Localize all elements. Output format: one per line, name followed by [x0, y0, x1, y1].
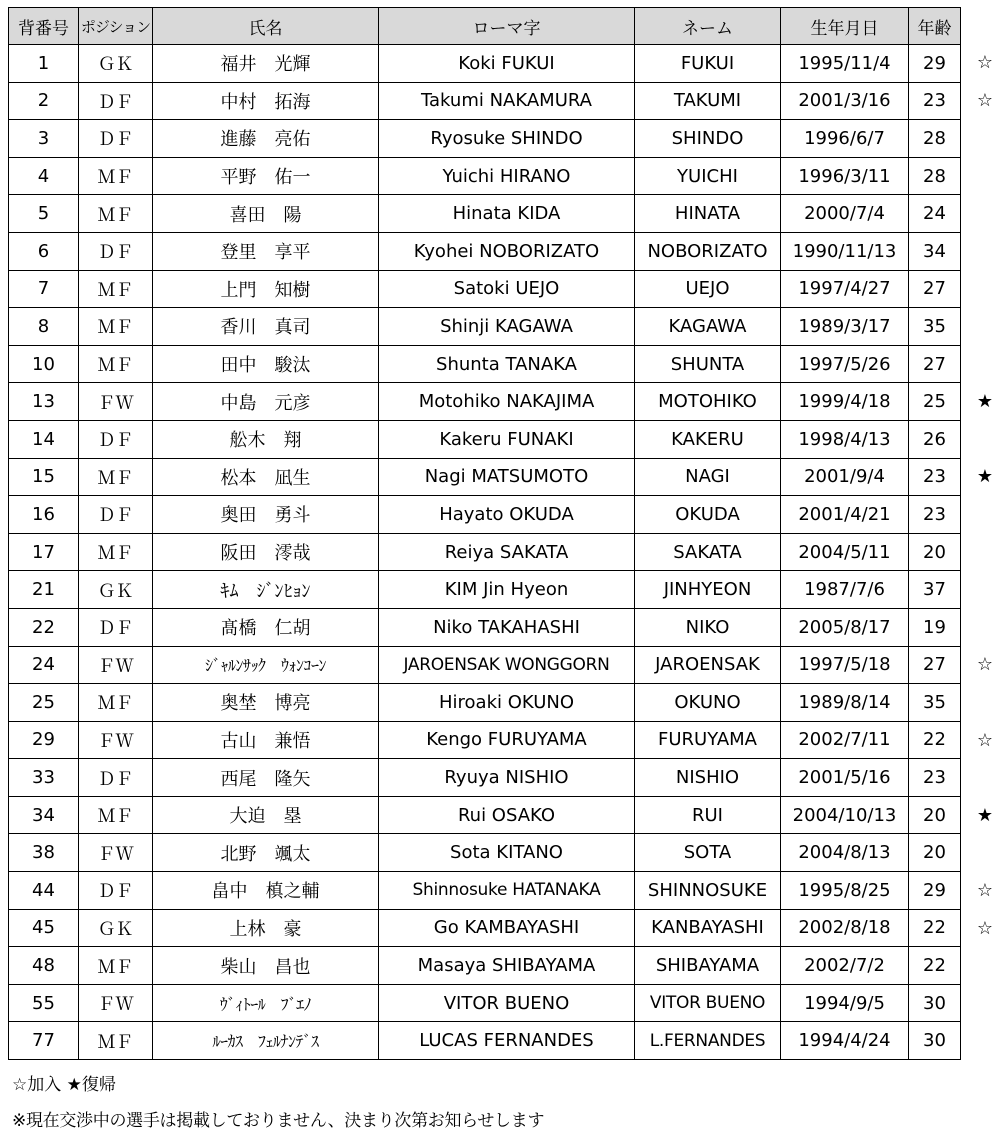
- player-roman-name: Satoki UEJO: [379, 270, 635, 308]
- return-star-icon: ★: [976, 804, 994, 826]
- player-name: 髙橋 仁胡: [153, 608, 379, 646]
- player-position: ＤＦ: [79, 232, 153, 270]
- player-birthdate: 1995/8/25: [781, 872, 909, 910]
- player-jersey-name: OKUNO: [635, 684, 781, 722]
- player-roman-name: Takumi NAKAMURA: [379, 82, 635, 120]
- player-birthdate: 1987/7/6: [781, 571, 909, 609]
- player-age: 28: [909, 157, 961, 195]
- player-name: 中村 拓海: [153, 82, 379, 120]
- player-birthdate: 2002/8/18: [781, 909, 909, 947]
- new-star-icon: ☆: [976, 654, 994, 676]
- player-jersey-name: SHIBAYAMA: [635, 947, 781, 985]
- table-row: [9, 420, 961, 458]
- table-row: [9, 308, 961, 346]
- player-number: 13: [9, 383, 79, 421]
- status-mark-empty: [970, 947, 1000, 985]
- status-mark-empty: [970, 195, 1000, 233]
- player-jersey-name: KAKERU: [635, 420, 781, 458]
- player-age: 29: [909, 872, 961, 910]
- player-position: ＤＦ: [79, 872, 153, 910]
- table-row: [9, 796, 961, 834]
- table-row: [9, 834, 961, 872]
- player-number: 3: [9, 120, 79, 158]
- player-number: 4: [9, 157, 79, 195]
- header-jersey-name: ネーム: [635, 8, 781, 45]
- status-mark-empty: [970, 270, 1000, 308]
- status-mark-empty: [970, 759, 1000, 797]
- player-jersey-name: L.FERNANDES: [635, 1022, 781, 1060]
- status-mark-empty: [970, 1023, 1000, 1061]
- player-jersey-name: MOTOHIKO: [635, 383, 781, 421]
- table-row: [9, 571, 961, 609]
- player-age: 27: [909, 646, 961, 684]
- status-mark-empty: [970, 533, 1000, 571]
- table-row: [9, 684, 961, 722]
- player-name: 松本 凪生: [153, 458, 379, 496]
- table-row: [9, 872, 961, 910]
- player-jersey-name: KAGAWA: [635, 308, 781, 346]
- player-roman-name: Ryosuke SHINDO: [379, 120, 635, 158]
- player-position: ＭＦ: [79, 195, 153, 233]
- player-jersey-name: TAKUMI: [635, 82, 781, 120]
- player-birthdate: 2001/3/16: [781, 82, 909, 120]
- roster-body: [9, 45, 961, 1060]
- header-name: 氏名: [153, 8, 379, 45]
- player-roman-name: Kyohei NOBORIZATO: [379, 232, 635, 270]
- player-name: ｼﾞｬﾙﾝｻｯｸ ｳｫﾝｺｰﾝ: [153, 646, 379, 684]
- player-name: 田中 駿汰: [153, 345, 379, 383]
- player-birthdate: 1995/11/4: [781, 45, 909, 83]
- table-row: [9, 909, 961, 947]
- player-birthdate: 1994/9/5: [781, 984, 909, 1022]
- table-row: [9, 458, 961, 496]
- player-name: 西尾 隆矢: [153, 759, 379, 797]
- player-jersey-name: NOBORIZATO: [635, 232, 781, 270]
- player-name: 登里 享平: [153, 232, 379, 270]
- player-age: 20: [909, 796, 961, 834]
- table-row: [9, 759, 961, 797]
- player-jersey-name: NISHIO: [635, 759, 781, 797]
- player-jersey-name: VITOR BUENO: [635, 984, 781, 1022]
- player-number: 29: [9, 721, 79, 759]
- table-row: [9, 270, 961, 308]
- player-position: ＭＦ: [79, 345, 153, 383]
- return-star-icon: ★: [976, 466, 994, 488]
- player-roman-name: Nagi MATSUMOTO: [379, 458, 635, 496]
- table-row: [9, 496, 961, 534]
- player-roman-name: Niko TAKAHASHI: [379, 608, 635, 646]
- player-name: 喜田 陽: [153, 195, 379, 233]
- player-position: ＦＷ: [79, 646, 153, 684]
- player-age: 25: [909, 383, 961, 421]
- player-number: 33: [9, 759, 79, 797]
- player-position: ＭＦ: [79, 947, 153, 985]
- player-number: 34: [9, 796, 79, 834]
- player-age: 24: [909, 195, 961, 233]
- player-name: 上林 豪: [153, 909, 379, 947]
- player-position: ＭＦ: [79, 684, 153, 722]
- new-star-icon: ☆: [976, 52, 994, 73]
- player-number: 24: [9, 646, 79, 684]
- player-jersey-name: FUKUI: [635, 45, 781, 83]
- status-mark-empty: [970, 420, 1000, 458]
- player-birthdate: 1989/3/17: [781, 308, 909, 346]
- player-birthdate: 1997/5/26: [781, 345, 909, 383]
- player-number: 21: [9, 571, 79, 609]
- player-age: 23: [909, 82, 961, 120]
- new-star-icon: ☆: [976, 729, 994, 751]
- table-row: [9, 533, 961, 571]
- player-birthdate: 2004/10/13: [781, 796, 909, 834]
- player-roman-name: Kakeru FUNAKI: [379, 420, 635, 458]
- player-position: ＤＦ: [79, 420, 153, 458]
- table-row: [9, 82, 961, 120]
- status-mark-empty: [970, 609, 1000, 647]
- roster-table: [8, 7, 961, 1060]
- status-mark-empty: [970, 571, 1000, 609]
- status-mark-empty: [970, 834, 1000, 872]
- player-number: 77: [9, 1022, 79, 1060]
- player-roman-name: Shinnosuke HATANAKA: [379, 872, 635, 910]
- player-roman-name: Masaya SHIBAYAMA: [379, 947, 635, 985]
- player-number: 10: [9, 345, 79, 383]
- status-mark-empty: [970, 345, 1000, 383]
- player-position: ＭＦ: [79, 1022, 153, 1060]
- player-age: 27: [909, 270, 961, 308]
- header-row: [9, 8, 961, 45]
- player-name: ｷﾑ ｼﾞﾝﾋｮﾝ: [153, 571, 379, 609]
- player-position: ＦＷ: [79, 834, 153, 872]
- status-mark-empty: [970, 119, 1000, 157]
- player-age: 22: [909, 721, 961, 759]
- player-birthdate: 2005/8/17: [781, 608, 909, 646]
- player-name: 舩木 翔: [153, 420, 379, 458]
- player-roman-name: VITOR BUENO: [379, 984, 635, 1022]
- status-mark-empty: [970, 157, 1000, 195]
- player-age: 26: [909, 420, 961, 458]
- player-position: ＦＷ: [79, 721, 153, 759]
- player-position: ＤＦ: [79, 608, 153, 646]
- player-birthdate: 2002/7/2: [781, 947, 909, 985]
- player-position: ＭＦ: [79, 533, 153, 571]
- player-name: 柴山 昌也: [153, 947, 379, 985]
- status-mark-empty: [970, 496, 1000, 534]
- player-name: ﾙｰｶｽ ﾌｪﾙﾅﾝﾃﾞｽ: [153, 1022, 379, 1060]
- new-star-icon: ☆: [976, 89, 994, 111]
- player-jersey-name: RUI: [635, 796, 781, 834]
- player-jersey-name: NIKO: [635, 608, 781, 646]
- player-birthdate: 1998/4/13: [781, 420, 909, 458]
- player-jersey-name: UEJO: [635, 270, 781, 308]
- player-number: 55: [9, 984, 79, 1022]
- player-name: 北野 颯太: [153, 834, 379, 872]
- player-position: ＧＫ: [79, 909, 153, 947]
- player-birthdate: 1999/4/18: [781, 383, 909, 421]
- player-age: 23: [909, 458, 961, 496]
- player-birthdate: 1996/6/7: [781, 120, 909, 158]
- player-number: 2: [9, 82, 79, 120]
- footnote: ※現在交渉中の選手は掲載しておりません、決まり次第お知らせします: [12, 1111, 545, 1131]
- player-roman-name: Yuichi HIRANO: [379, 157, 635, 195]
- table-row: [9, 45, 961, 83]
- table-row: [9, 646, 961, 684]
- player-birthdate: 1990/11/13: [781, 232, 909, 270]
- table-row: [9, 120, 961, 158]
- legend: ☆加入 ★復帰: [12, 1075, 116, 1095]
- player-age: 30: [909, 1022, 961, 1060]
- player-roman-name: Go KAMBAYASHI: [379, 909, 635, 947]
- player-name: 平野 佑一: [153, 157, 379, 195]
- player-name: 香川 真司: [153, 308, 379, 346]
- table-row: [9, 157, 961, 195]
- player-number: 14: [9, 420, 79, 458]
- player-birthdate: 1996/3/11: [781, 157, 909, 195]
- status-mark-empty: [970, 232, 1000, 270]
- player-number: 48: [9, 947, 79, 985]
- player-roman-name: Rui OSAKO: [379, 796, 635, 834]
- player-age: 20: [909, 533, 961, 571]
- player-roman-name: Motohiko NAKAJIMA: [379, 383, 635, 421]
- player-position: ＭＦ: [79, 157, 153, 195]
- player-number: 45: [9, 909, 79, 947]
- player-roman-name: Reiya SAKATA: [379, 533, 635, 571]
- player-number: 44: [9, 872, 79, 910]
- player-name: 中島 元彦: [153, 383, 379, 421]
- player-age: 34: [909, 232, 961, 270]
- player-age: 22: [909, 909, 961, 947]
- status-mark-empty: [970, 307, 1000, 345]
- new-star-icon: ☆: [976, 917, 994, 939]
- player-birthdate: 1994/4/24: [781, 1022, 909, 1060]
- table-row: [9, 345, 961, 383]
- player-number: 6: [9, 232, 79, 270]
- player-number: 1: [9, 45, 79, 83]
- player-roman-name: Hiroaki OKUNO: [379, 684, 635, 722]
- player-name: 大迫 塁: [153, 796, 379, 834]
- table-row: [9, 1022, 961, 1060]
- player-number: 8: [9, 308, 79, 346]
- player-position: ＭＦ: [79, 458, 153, 496]
- header-position: ポジション: [79, 8, 153, 45]
- player-position: ＭＦ: [79, 270, 153, 308]
- table-row: [9, 195, 961, 233]
- header-number: 背番号: [9, 8, 79, 45]
- player-age: 30: [909, 984, 961, 1022]
- player-jersey-name: KANBAYASHI: [635, 909, 781, 947]
- table-row: [9, 984, 961, 1022]
- player-jersey-name: SHINDO: [635, 120, 781, 158]
- player-roman-name: Hinata KIDA: [379, 195, 635, 233]
- player-number: 17: [9, 533, 79, 571]
- player-birthdate: 1997/4/27: [781, 270, 909, 308]
- table-row: [9, 947, 961, 985]
- status-mark-empty: [970, 684, 1000, 722]
- player-position: ＧＫ: [79, 571, 153, 609]
- player-age: 35: [909, 308, 961, 346]
- player-jersey-name: NAGI: [635, 458, 781, 496]
- player-jersey-name: FURUYAMA: [635, 721, 781, 759]
- player-name: 福井 光輝: [153, 45, 379, 83]
- player-name: 阪田 澪哉: [153, 533, 379, 571]
- player-birthdate: 2000/7/4: [781, 195, 909, 233]
- player-name: 進藤 亮佑: [153, 120, 379, 158]
- header-roman: ローマ字: [379, 8, 635, 45]
- player-birthdate: 2001/5/16: [781, 759, 909, 797]
- player-jersey-name: YUICHI: [635, 157, 781, 195]
- table-row: [9, 232, 961, 270]
- player-birthdate: 2001/4/21: [781, 496, 909, 534]
- player-age: 37: [909, 571, 961, 609]
- player-roman-name: Shunta TANAKA: [379, 345, 635, 383]
- player-age: 20: [909, 834, 961, 872]
- player-number: 38: [9, 834, 79, 872]
- player-age: 29: [909, 45, 961, 83]
- player-number: 16: [9, 496, 79, 534]
- player-position: ＦＷ: [79, 383, 153, 421]
- player-name: 上門 知樹: [153, 270, 379, 308]
- player-name: 奥田 勇斗: [153, 496, 379, 534]
- player-age: 19: [909, 608, 961, 646]
- player-age: 35: [909, 684, 961, 722]
- player-birthdate: 2004/8/13: [781, 834, 909, 872]
- player-position: ＤＦ: [79, 496, 153, 534]
- player-age: 27: [909, 345, 961, 383]
- player-age: 22: [909, 947, 961, 985]
- player-position: ＤＦ: [79, 82, 153, 120]
- player-jersey-name: SAKATA: [635, 533, 781, 571]
- player-name: 古山 兼悟: [153, 721, 379, 759]
- player-birthdate: 1989/8/14: [781, 684, 909, 722]
- status-mark-empty: [970, 985, 1000, 1023]
- player-birthdate: 2001/9/4: [781, 458, 909, 496]
- player-roman-name: Ryuya NISHIO: [379, 759, 635, 797]
- player-position: ＤＦ: [79, 759, 153, 797]
- return-star-icon: ★: [976, 390, 994, 412]
- player-roman-name: LUCAS FERNANDES: [379, 1022, 635, 1060]
- player-birthdate: 1997/5/18: [781, 646, 909, 684]
- player-roman-name: Shinji KAGAWA: [379, 308, 635, 346]
- player-number: 22: [9, 608, 79, 646]
- player-roman-name: Koki FUKUI: [379, 45, 635, 83]
- player-jersey-name: SHINNOSUKE: [635, 872, 781, 910]
- player-position: ＤＦ: [79, 120, 153, 158]
- player-jersey-name: OKUDA: [635, 496, 781, 534]
- player-number: 5: [9, 195, 79, 233]
- player-jersey-name: JAROENSAK: [635, 646, 781, 684]
- player-number: 15: [9, 458, 79, 496]
- new-star-icon: ☆: [976, 880, 994, 902]
- player-birthdate: 2004/5/11: [781, 533, 909, 571]
- player-jersey-name: SHUNTA: [635, 345, 781, 383]
- player-age: 23: [909, 496, 961, 534]
- table-row: [9, 721, 961, 759]
- player-position: ＧＫ: [79, 45, 153, 83]
- player-roman-name: JAROENSAK WONGGORN: [379, 646, 635, 684]
- player-age: 28: [909, 120, 961, 158]
- player-roman-name: Sota KITANO: [379, 834, 635, 872]
- player-roman-name: KIM Jin Hyeon: [379, 571, 635, 609]
- player-jersey-name: JINHYEON: [635, 571, 781, 609]
- player-age: 23: [909, 759, 961, 797]
- player-jersey-name: HINATA: [635, 195, 781, 233]
- status-mark-column: [970, 44, 1000, 1060]
- player-position: ＭＦ: [79, 308, 153, 346]
- table-row: [9, 383, 961, 421]
- player-name: ｳﾞｨﾄｰﾙ ﾌﾞｴﾉ: [153, 984, 379, 1022]
- player-name: 畠中 槙之輔: [153, 872, 379, 910]
- player-jersey-name: SOTA: [635, 834, 781, 872]
- header-birthdate: 生年月日: [781, 8, 909, 45]
- player-number: 7: [9, 270, 79, 308]
- player-birthdate: 2002/7/11: [781, 721, 909, 759]
- player-number: 25: [9, 684, 79, 722]
- player-position: ＭＦ: [79, 796, 153, 834]
- player-roman-name: Hayato OKUDA: [379, 496, 635, 534]
- player-name: 奥埜 博亮: [153, 684, 379, 722]
- player-position: ＦＷ: [79, 984, 153, 1022]
- table-row: [9, 608, 961, 646]
- player-roman-name: Kengo FURUYAMA: [379, 721, 635, 759]
- header-age: 年齢: [909, 8, 961, 45]
